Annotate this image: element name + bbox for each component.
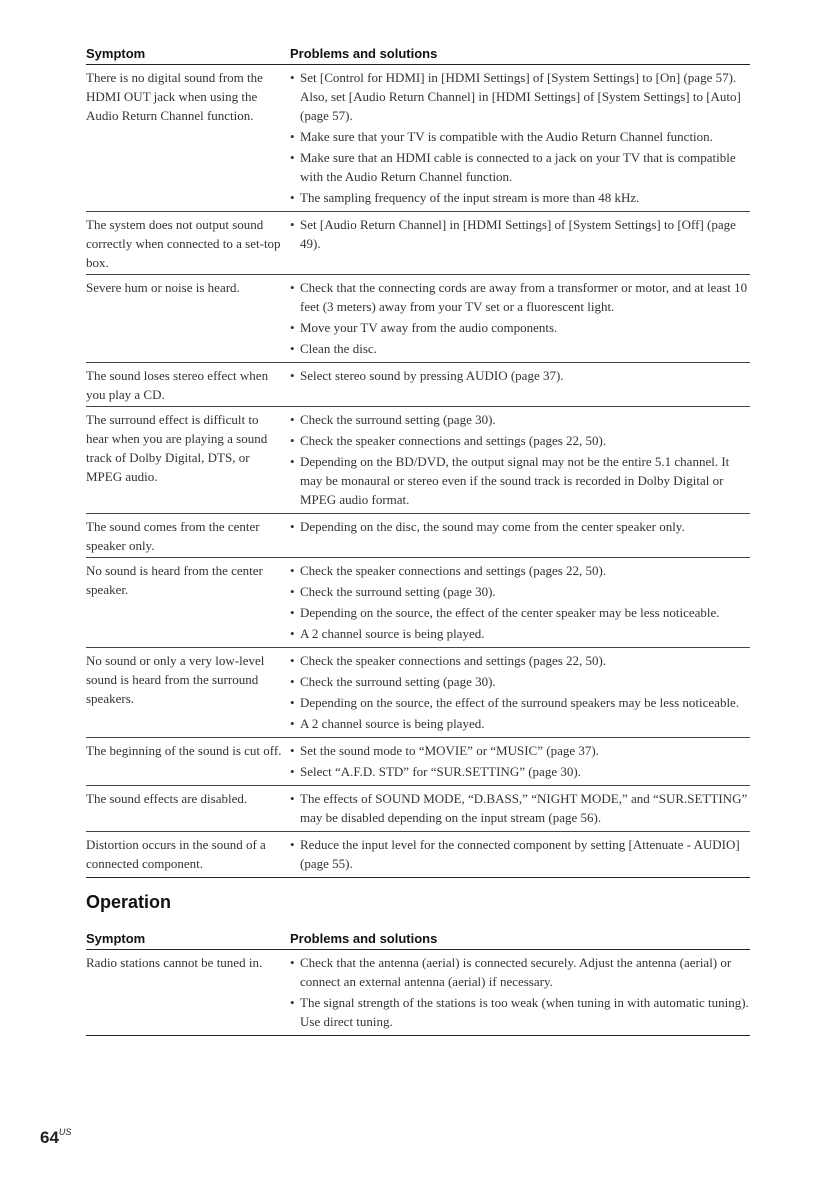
table-row [86,786,750,832]
solution-item: • Make sure that an HDMI cable is connected to a jack on your TV that is compatible with the Audio Return Channel function. [290,148,750,186]
troubleshooting-table [86,42,750,878]
solutions-header: Problems and solutions [290,927,750,950]
solutions-cell [290,786,750,832]
symptom-cell: There is no digital sound from the HDMI OUT jack when using the Audio Return Channel function. [86,65,290,212]
solutions-cell [290,514,750,558]
solution-item: • Check that the connecting cords are away from a transformer or motor, and at least 10 feet (3 meters) away from your TV set or a fluorescent light. [290,278,750,316]
solution-item: • Select “A.F.D. STD” for “SUR.SETTING” (page 30). [290,762,750,781]
solution-item: • Check the speaker connections and settings (pages 22, 50). [290,651,750,670]
solution-item: • Depending on the source, the effect of the center speaker may be less noticeable. [290,603,750,622]
solutions-cell [290,275,750,363]
solutions-header: Problems and solutions [290,42,750,65]
solution-list [290,215,750,253]
solution-item: • The sampling frequency of the input stream is more than 48 kHz. [290,188,750,207]
solutions-cell [290,65,750,212]
solution-list [290,68,750,207]
troubleshooting-rows [86,65,750,878]
solution-item: • Check the surround setting (page 30). [290,672,750,691]
solution-item: • Reduce the input level for the connected component by setting [Attenuate - AUDIO] (page 55). [290,835,750,873]
operation-rows [86,950,750,1036]
symptom-cell: Distortion occurs in the sound of a connected component. [86,832,290,878]
operation-section-title: Operation [86,892,172,912]
page-number [40,1128,71,1148]
table-row [86,407,750,514]
solution-list [290,835,750,873]
page-number-value: 64 [40,1128,59,1147]
solution-item: • Make sure that your TV is compatible with the Audio Return Channel function. [290,127,750,146]
solution-item: • Check that the antenna (aerial) is connected securely. Adjust the antenna (aerial) or connect an external antenna (aerial) if necessary. [290,953,750,991]
operation-table [86,927,750,1036]
page-number-region: US [58,1127,72,1137]
solutions-cell [290,738,750,786]
symptom-cell: The sound effects are disabled. [86,786,290,832]
solutions-cell [290,832,750,878]
solution-item: • Set [Control for HDMI] in [HDMI Settings] of [System Settings] to [On] (page 57). Also, set [Audio Return Channel] in [HDMI Settings] of [System Settings] to [Auto] (page 57). [290,68,750,125]
solutions-cell [290,648,750,738]
symptom-cell: Radio stations cannot be tuned in. [86,950,290,1036]
solution-list [290,278,750,358]
solution-item: • The effects of SOUND MODE, “D.BASS,” “NIGHT MODE,” and “SUR.SETTING” may be disabled depending on the input stream (page 56). [290,789,750,827]
symptom-header: Symptom [86,42,290,65]
solution-item: • Check the surround setting (page 30). [290,582,750,601]
table-row [86,738,750,786]
solution-item: • Set [Audio Return Channel] in [HDMI Settings] of [System Settings] to [Off] (page 49). [290,215,750,253]
solution-list [290,561,750,643]
symptom-cell: No sound or only a very low-level sound is heard from the surround speakers. [86,648,290,738]
solution-item: • Set the sound mode to “MOVIE” or “MUSIC” (page 37). [290,741,750,760]
symptom-header: Symptom [86,927,290,950]
solution-list [290,741,750,781]
table-row [86,514,750,558]
symptom-cell: No sound is heard from the center speaker. [86,558,290,648]
table-header-row [86,927,750,950]
table-header-row [86,42,750,65]
table-row [86,363,750,407]
table-row [86,275,750,363]
solution-item: • Check the surround setting (page 30). [290,410,750,429]
solution-item: • Select stereo sound by pressing AUDIO (page 37). [290,366,750,385]
solution-item: • Clean the disc. [290,339,750,358]
solution-item: • The signal strength of the stations is too weak (when tuning in with automatic tuning). Use direct tuning. [290,993,750,1031]
solution-list [290,789,750,827]
table-row [86,950,750,1036]
table-row [86,558,750,648]
solutions-cell [290,558,750,648]
symptom-cell: The beginning of the sound is cut off. [86,738,290,786]
solution-list [290,517,750,536]
solutions-cell [290,950,750,1036]
solution-item: • Check the speaker connections and settings (pages 22, 50). [290,561,750,580]
symptom-cell: The system does not output sound correctly when connected to a set-top box. [86,212,290,275]
table-row [86,212,750,275]
symptom-cell: The surround effect is difficult to hear when you are playing a sound track of Dolby Digital, DTS, or MPEG audio. [86,407,290,514]
solutions-cell [290,407,750,514]
symptom-cell: The sound loses stereo effect when you play a CD. [86,363,290,407]
symptom-cell: The sound comes from the center speaker only. [86,514,290,558]
solution-item: • A 2 channel source is being played. [290,624,750,643]
solutions-cell [290,363,750,407]
solution-list [290,366,750,385]
solution-item: • Move your TV away from the audio components. [290,318,750,337]
solution-item: • Check the speaker connections and settings (pages 22, 50). [290,431,750,450]
manual-page [86,42,750,1036]
table-row [86,648,750,738]
table-row [86,832,750,878]
solution-item: • Depending on the disc, the sound may come from the center speaker only. [290,517,750,536]
solution-item: • Depending on the source, the effect of the surround speakers may be less noticeable. [290,693,750,712]
solution-list [290,651,750,733]
solution-list [290,953,750,1031]
table-row [86,65,750,212]
symptom-cell: Severe hum or noise is heard. [86,275,290,363]
solutions-cell [290,212,750,275]
solution-item: • A 2 channel source is being played. [290,714,750,733]
solution-item: • Depending on the BD/DVD, the output signal may not be the entire 5.1 channel. It may be monaural or stereo even if the sound track is recorded in Dolby Digital or MPEG audio format. [290,452,750,509]
solution-list [290,410,750,509]
